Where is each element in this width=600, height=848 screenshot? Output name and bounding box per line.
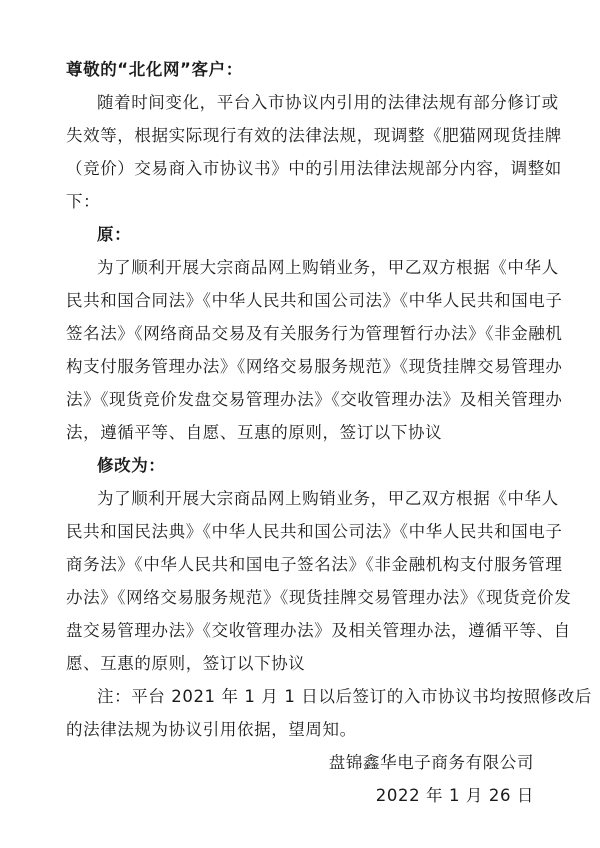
original-line-6: 法，遵循平等、自愿、互惠的原则，签订以下协议: [66, 423, 443, 442]
revised-line-6: 愿、互惠的原则，签订以下协议: [66, 654, 306, 673]
salutation: 尊敬的“北化网”客户：: [66, 60, 243, 79]
original-heading: 原：: [97, 225, 132, 244]
revised-line-5: 盘交易管理办法》《交收管理办法》及相关管理办法，遵循平等、自: [66, 621, 571, 640]
original-line-5: 法》《现货竞价发盘交易管理办法》《交收管理办法》及相关管理办: [66, 390, 563, 409]
revised-line-2: 民共和国民法典》《中华人民共和国公司法》《中华人民共和国电子: [66, 522, 563, 541]
signature-company: 盘锦鑫华电子商务有限公司: [328, 753, 534, 772]
original-line-4: 构支付服务管理办法》《网络交易服务规范》《现货挂牌交易管理办: [66, 357, 563, 376]
revised-line-4: 办法》《网络交易服务规范》《现货挂牌交易管理办法》《现货竞价发: [66, 588, 572, 607]
signature-date: 2022 年 1 月 26 日: [375, 786, 534, 805]
note-line-1: 注：平台 2021 年 1 月 1 日以后签订的入市协议书均按照修改后: [97, 687, 592, 706]
original-line-1: 为了顺利开展大宗商品网上购销业务，甲乙双方根据《中华人: [97, 258, 559, 277]
note-line-2: 的法律法规为协议引用依据，望周知。: [66, 720, 357, 739]
original-line-2: 民共和国合同法》《中华人民共和国公司法》《中华人民共和国电子: [66, 291, 563, 310]
intro-line-1: 随着时间变化，平台入市协议内引用的法律法规有部分修订或: [97, 93, 559, 112]
revised-line-1: 为了顺利开展大宗商品网上购销业务，甲乙双方根据《中华人: [97, 489, 559, 508]
intro-line-3: （竞价）交易商入市协议书》中的引用法律法规部分内容，调整如: [66, 159, 562, 178]
intro-line-2: 失效等，根据实际现行有效的法律法规，现调整《肥猫网现货挂牌: [66, 126, 562, 145]
intro-line-4: 下：: [66, 192, 101, 211]
revised-heading: 修改为：: [97, 456, 166, 475]
revised-line-3: 商务法》《中华人民共和国电子签名法》《非金融机构支付服务管理: [66, 555, 563, 574]
original-line-3: 签名法》《网络商品交易及有关服务行为管理暂行办法》《非金融机: [66, 324, 563, 343]
